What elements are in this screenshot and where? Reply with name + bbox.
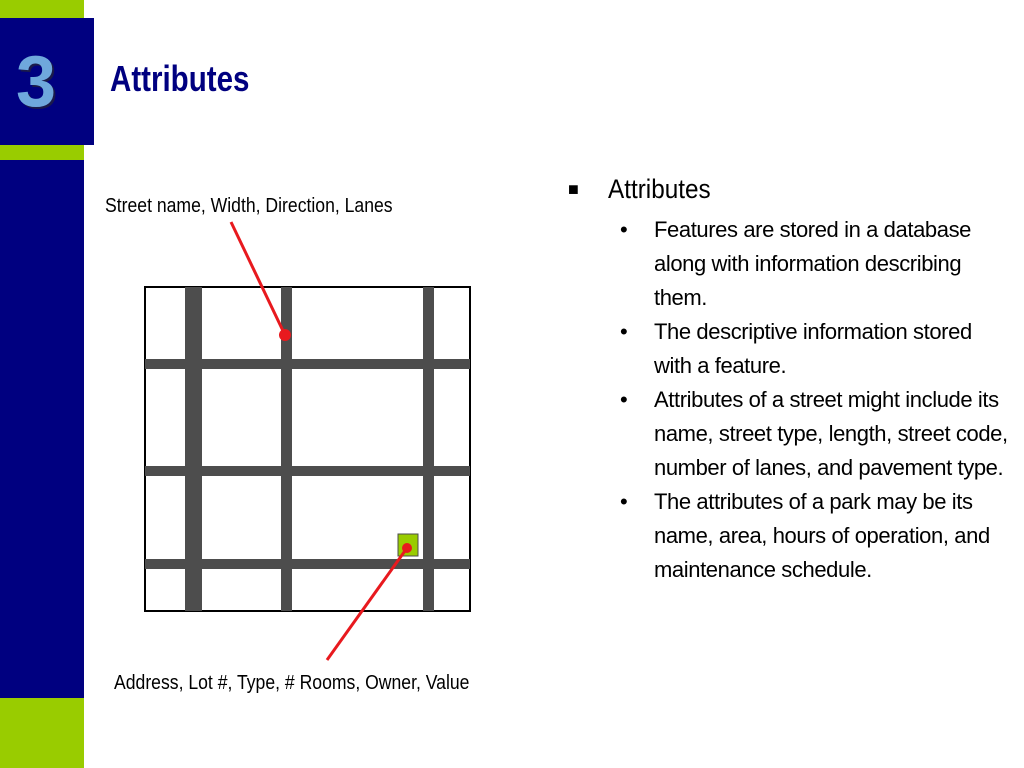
bullet-list <box>568 172 1008 587</box>
street-attributes-label: Street name, Width, Direction, Lanes <box>105 195 393 217</box>
road-horizontal-2 <box>145 466 470 476</box>
road-vertical-1 <box>185 287 202 611</box>
parcel-pointer-dot <box>402 543 412 553</box>
sub-bullet-list <box>568 213 1008 587</box>
parcel-attributes-label: Address, Lot #, Type, # Rooms, Owner, Value <box>114 672 470 694</box>
road-vertical-2 <box>281 287 292 611</box>
dot-bullet-icon: • <box>620 319 628 344</box>
main-bullet <box>568 172 1008 209</box>
square-bullet-icon: ■ <box>568 179 579 199</box>
sub-bullet-item <box>620 485 1008 587</box>
slide-title: Attributes <box>110 58 250 99</box>
section-number: 3 <box>15 41 57 122</box>
street-pointer-dot <box>279 329 291 341</box>
sub-bullet-item <box>620 213 1008 315</box>
sub-bullet-item <box>620 315 1008 383</box>
road-horizontal-1 <box>145 359 470 369</box>
sub-bullet-text: Features are stored in a database along with information describing them. <box>654 217 972 310</box>
road-horizontal-3 <box>145 559 470 569</box>
sub-bullet-text: The attributes of a park may be its name, area, hours of operation, and maintenance schedule. <box>654 489 990 582</box>
sub-bullet-text: Attributes of a street might include its name, street type, length, street code, number of lanes, and pavement type. <box>654 387 1008 480</box>
street-pointer-line <box>231 222 285 335</box>
main-bullet-label: Attributes <box>608 174 711 204</box>
sub-bullet-text: The descriptive information stored with a feature. <box>654 319 972 378</box>
dot-bullet-icon: • <box>620 387 628 412</box>
sub-bullet-item <box>620 383 1008 485</box>
left-accent-green-bottom <box>0 698 84 768</box>
dot-bullet-icon: • <box>620 217 628 242</box>
parcel-lot <box>398 534 418 556</box>
left-accent-green-top <box>0 0 84 18</box>
dot-bullet-icon: • <box>620 489 628 514</box>
left-accent-green-stripe <box>0 145 84 160</box>
road-vertical-3 <box>423 287 434 611</box>
map-frame <box>145 287 470 611</box>
parcel-pointer-line <box>327 548 407 660</box>
